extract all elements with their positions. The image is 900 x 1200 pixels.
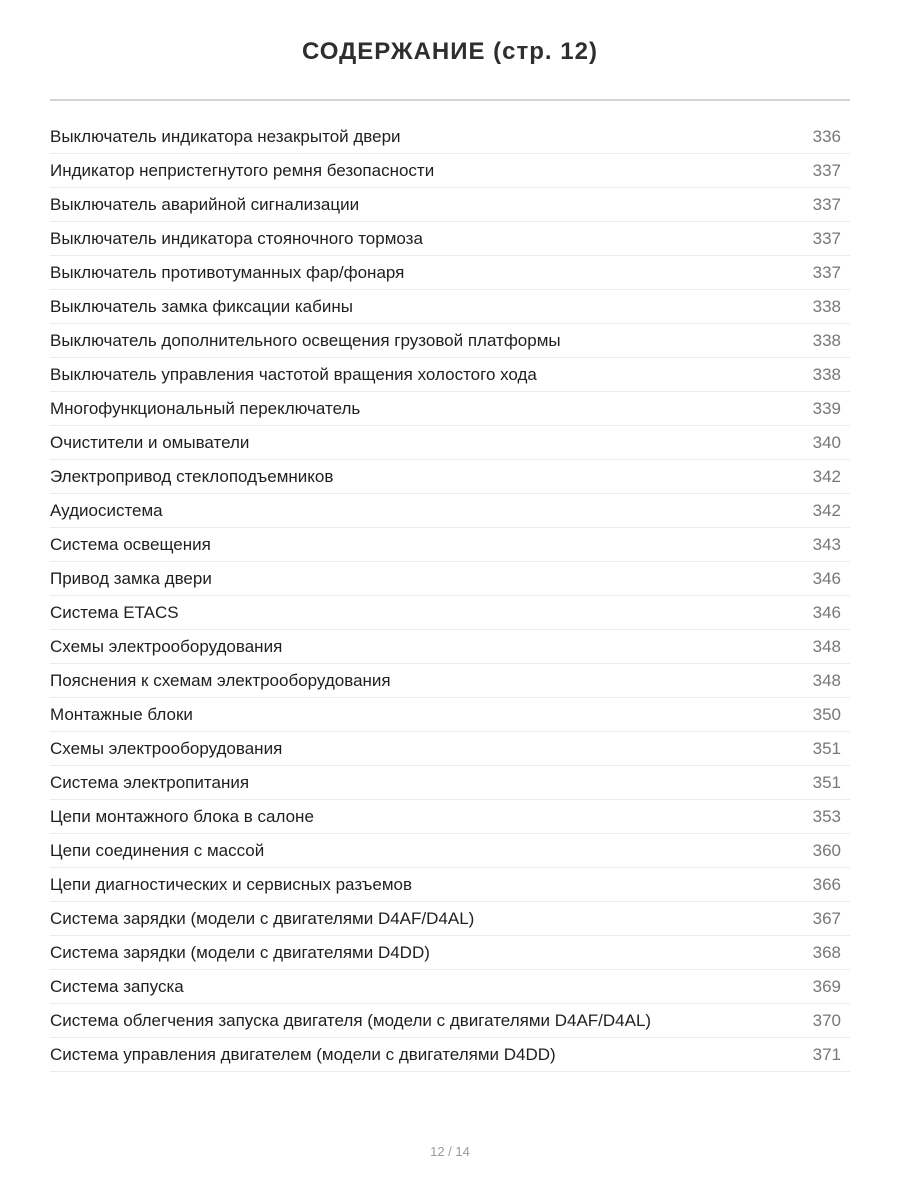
toc-entry-title[interactable]: Система управления двигателем (модели с двигателями D4DD) bbox=[50, 1045, 556, 1064]
toc-list bbox=[50, 120, 850, 1072]
toc-row[interactable] bbox=[50, 970, 850, 1004]
toc-entry-title[interactable]: Схемы электрооборудования bbox=[50, 739, 283, 758]
toc-entry-title[interactable]: Цепи соединения с массой bbox=[50, 841, 265, 860]
toc-entry-title[interactable]: Система облегчения запуска двигателя (модели с двигателями D4AF/D4AL) bbox=[50, 1011, 652, 1030]
toc-entry-title[interactable]: Система зарядки (модели с двигателями D4AF/D4AL) bbox=[50, 909, 475, 928]
toc-page-number: 342 bbox=[812, 501, 841, 520]
toc-page-number: 338 bbox=[812, 331, 841, 350]
toc-entry-title[interactable]: Система электропитания bbox=[50, 773, 250, 792]
toc-row[interactable] bbox=[50, 562, 850, 596]
toc-page-number: 336 bbox=[812, 127, 841, 146]
toc-page-number: 360 bbox=[812, 841, 841, 860]
toc-entry-title[interactable]: Привод замка двери bbox=[50, 569, 212, 588]
toc-row[interactable] bbox=[50, 222, 850, 256]
toc-entry-title[interactable]: Цепи монтажного блока в салоне bbox=[50, 807, 314, 826]
toc-page-number: 338 bbox=[812, 297, 841, 316]
toc-row[interactable] bbox=[50, 528, 850, 562]
toc-entry-title[interactable]: Выключатель индикатора стояночного тормоза bbox=[50, 229, 423, 248]
toc-entry-title[interactable]: Выключатель противотуманных фар/фонаря bbox=[50, 263, 405, 282]
toc-row[interactable] bbox=[50, 154, 850, 188]
toc-row[interactable] bbox=[50, 256, 850, 290]
toc-page-number: 348 bbox=[812, 671, 841, 690]
toc-page-number: 337 bbox=[812, 195, 841, 214]
toc-page-number: 338 bbox=[812, 365, 841, 384]
toc-page-number: 343 bbox=[812, 535, 841, 554]
toc-entry-title[interactable]: Электропривод стеклоподъемников bbox=[50, 467, 334, 486]
toc-page-number: 353 bbox=[812, 807, 841, 826]
toc-entry-title[interactable]: Схемы электрооборудования bbox=[50, 637, 283, 656]
toc-entry-title[interactable]: Выключатель замка фиксации кабины bbox=[50, 297, 353, 316]
toc-row[interactable] bbox=[50, 426, 850, 460]
toc-entry-title[interactable]: Система ETACS bbox=[50, 603, 179, 622]
toc-page-number: 350 bbox=[812, 705, 841, 724]
toc-row[interactable] bbox=[50, 868, 850, 902]
toc-entry-title[interactable]: Выключатель аварийной сигнализации bbox=[50, 195, 360, 214]
toc-entry-title[interactable]: Очистители и омыватели bbox=[50, 433, 250, 452]
toc-entry-title[interactable]: Выключатель управления частотой вращения холостого хода bbox=[50, 365, 537, 384]
toc-page-number: 371 bbox=[812, 1045, 841, 1064]
toc-entry-title[interactable]: Выключатель дополнительного освещения грузовой платформы bbox=[50, 331, 561, 350]
toc-page-number: 339 bbox=[812, 399, 841, 418]
toc-row[interactable] bbox=[50, 766, 850, 800]
toc-row[interactable] bbox=[50, 936, 850, 970]
toc-row[interactable] bbox=[50, 596, 850, 630]
toc-page-number: 348 bbox=[812, 637, 841, 656]
toc-row[interactable] bbox=[50, 1004, 850, 1038]
toc-page-number: 346 bbox=[812, 603, 841, 622]
toc-row[interactable] bbox=[50, 188, 850, 222]
toc-row[interactable] bbox=[50, 392, 850, 426]
toc-entry-title[interactable]: Система запуска bbox=[50, 977, 184, 996]
toc-entry-title[interactable]: Индикатор непристегнутого ремня безопасности bbox=[50, 161, 435, 180]
toc-entry-title[interactable]: Выключатель индикатора незакрытой двери bbox=[50, 127, 401, 146]
toc-page-number: 351 bbox=[812, 773, 841, 792]
page-title: СОДЕРЖАНИЕ (стр. 12) bbox=[302, 38, 598, 65]
toc-page-number: 337 bbox=[812, 229, 841, 248]
toc-row[interactable] bbox=[50, 358, 850, 392]
title-divider bbox=[50, 99, 850, 101]
toc-page-number: 370 bbox=[812, 1011, 841, 1030]
toc-row[interactable] bbox=[50, 732, 850, 766]
toc-row[interactable] bbox=[50, 494, 850, 528]
toc-page-number: 346 bbox=[812, 569, 841, 588]
toc-row[interactable] bbox=[50, 460, 850, 494]
toc-page-number: 342 bbox=[812, 467, 841, 486]
toc-row[interactable] bbox=[50, 698, 850, 732]
toc-row[interactable] bbox=[50, 664, 850, 698]
toc-page-number: 366 bbox=[812, 875, 841, 894]
toc-row[interactable] bbox=[50, 902, 850, 936]
toc-entry-title[interactable]: Система зарядки (модели с двигателями D4DD) bbox=[50, 943, 430, 962]
toc-page-number: 368 bbox=[812, 943, 841, 962]
toc-entry-title[interactable]: Аудиосистема bbox=[50, 501, 163, 520]
toc-page-number: 340 bbox=[812, 433, 841, 452]
toc-row[interactable] bbox=[50, 290, 850, 324]
toc-page-number: 337 bbox=[812, 161, 841, 180]
page-indicator: 12 / 14 bbox=[430, 1144, 470, 1159]
toc-row[interactable] bbox=[50, 120, 850, 154]
toc-entry-title[interactable]: Монтажные блоки bbox=[50, 705, 193, 724]
toc-page-number: 367 bbox=[812, 909, 841, 928]
toc-entry-title[interactable]: Система освещения bbox=[50, 535, 211, 554]
toc-row[interactable] bbox=[50, 324, 850, 358]
toc-page-number: 369 bbox=[812, 977, 841, 996]
toc-row[interactable] bbox=[50, 1038, 850, 1072]
toc-entry-title[interactable]: Пояснения к схемам электрооборудования bbox=[50, 671, 391, 690]
toc-entry-title[interactable]: Многофункциональный переключатель bbox=[50, 399, 361, 418]
toc-entry-title[interactable]: Цепи диагностических и сервисных разъемов bbox=[50, 875, 412, 894]
toc-row[interactable] bbox=[50, 800, 850, 834]
toc-row[interactable] bbox=[50, 630, 850, 664]
toc-page-number: 351 bbox=[812, 739, 841, 758]
toc-page-number: 337 bbox=[812, 263, 841, 282]
toc-row[interactable] bbox=[50, 834, 850, 868]
